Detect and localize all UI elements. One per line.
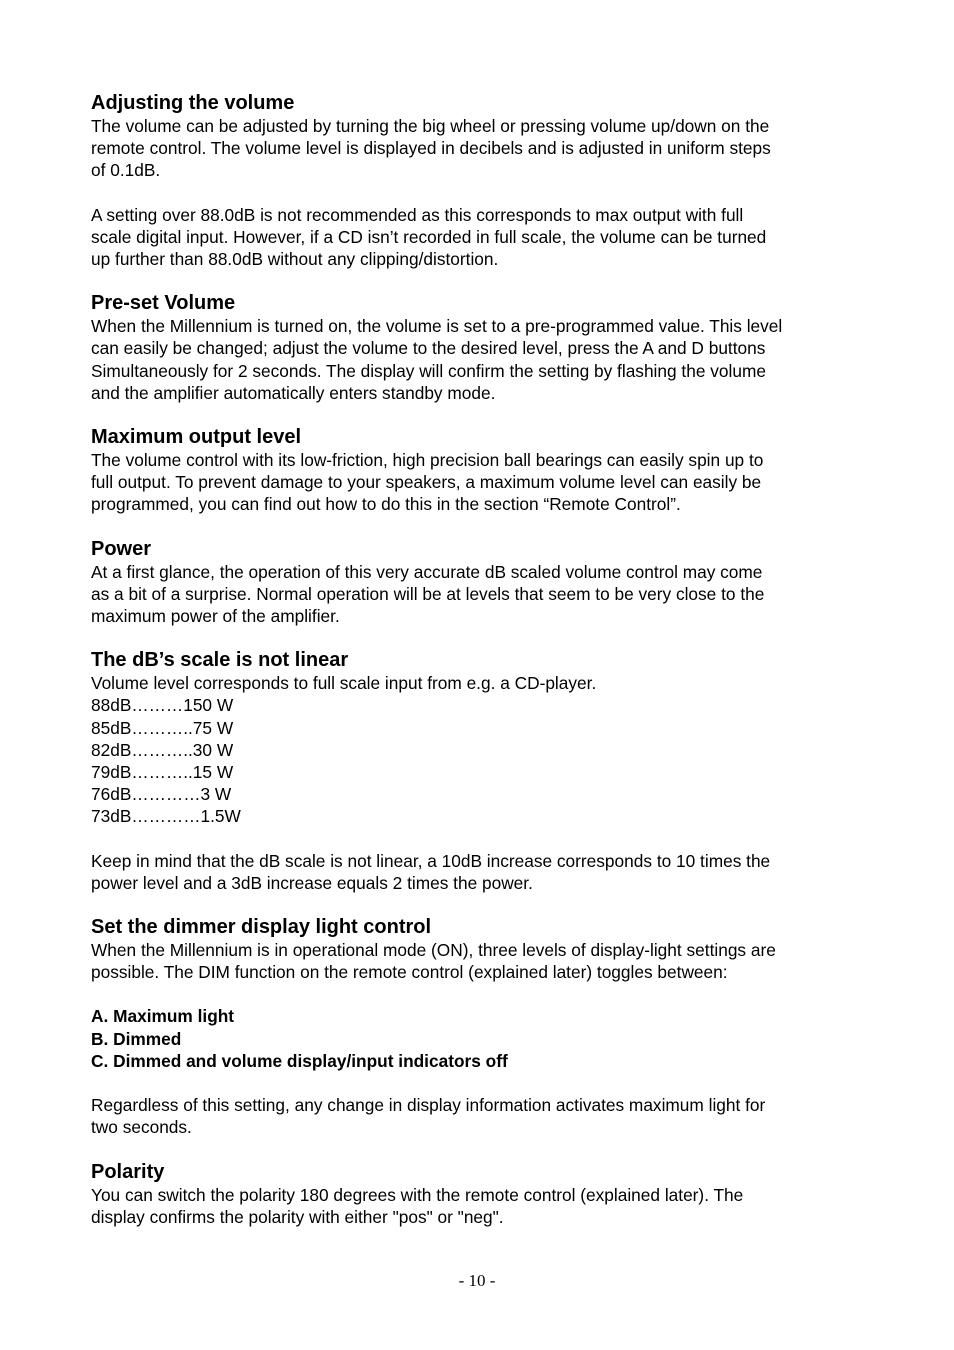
heading-dimmer-display: Set the dimmer display light control bbox=[91, 916, 432, 939]
paragraph-line: Regardless of this setting, any change in display information activates maximum light for bbox=[91, 1095, 766, 1116]
paragraph-line: display confirms the polarity with either "pos" or "neg". bbox=[91, 1206, 504, 1227]
db-power-row: 76dB…………3 W bbox=[91, 784, 232, 805]
section-gap bbox=[91, 627, 871, 648]
paragraph-line: A setting over 88.0dB is not recommended as this corresponds to max output with full bbox=[91, 204, 744, 225]
document-page bbox=[91, 91, 871, 1228]
paragraph-line: possible. The DIM function on the remote control (explained later) toggles between: bbox=[91, 962, 728, 983]
dimmer-option: B. Dimmed bbox=[91, 1028, 182, 1049]
paragraph-line: When the Millennium is turned on, the volume is set to a pre-programmed value. This level bbox=[91, 316, 783, 337]
db-power-row: 82dB………..30 W bbox=[91, 739, 234, 760]
blank-line bbox=[91, 182, 871, 204]
heading-preset-volume: Pre-set Volume bbox=[91, 292, 236, 315]
blank-line bbox=[91, 983, 871, 1005]
paragraph-line: Keep in mind that the dB scale is not linear, a 10dB increase corresponds to 10 times the bbox=[91, 850, 771, 871]
paragraph-line: Simultaneously for 2 seconds. The display will confirm the setting by flashing the volume bbox=[91, 360, 766, 381]
paragraph-line: as a bit of a surprise. Normal operation will be at levels that seem to be very close to the bbox=[91, 583, 765, 604]
paragraph-line: maximum power of the amplifier. bbox=[91, 606, 340, 627]
paragraph-line: can easily be changed; adjust the volume to the desired level, press the A and D buttons bbox=[91, 338, 766, 359]
heading-db-scale: The dB’s scale is not linear bbox=[91, 649, 349, 672]
db-power-row: 88dB………150 W bbox=[91, 695, 234, 716]
paragraph-line: and the amplifier automatically enters standby mode. bbox=[91, 382, 496, 403]
section-gap bbox=[91, 1139, 871, 1160]
page-number: - 10 - bbox=[458, 1271, 496, 1290]
paragraph-line: power level and a 3dB increase equals 2 times the power. bbox=[91, 872, 533, 893]
paragraph-line: When the Millennium is in operational mode (ON), three levels of display-light settings are bbox=[91, 940, 776, 961]
paragraph-line: The volume can be adjusted by turning the big wheel or pressing volume up/down on the bbox=[91, 116, 770, 136]
dimmer-option: C. Dimmed and volume display/input indicators off bbox=[91, 1050, 508, 1071]
section-gap bbox=[91, 516, 871, 537]
db-power-row: 85dB………..75 W bbox=[91, 717, 234, 738]
paragraph-line: scale digital input. However, if a CD isn’t recorded in full scale, the volume can be turned bbox=[91, 226, 767, 247]
blank-line bbox=[91, 1072, 871, 1094]
heading-power: Power bbox=[91, 537, 152, 560]
section-gap bbox=[91, 894, 871, 915]
paragraph-line: programmed, you can find out how to do this in the section “Remote Control”. bbox=[91, 494, 681, 515]
db-power-row: 73dB…………1.5W bbox=[91, 806, 241, 827]
paragraph-line: The volume control with its low-friction, high precision ball bearings can easily spin up to bbox=[91, 450, 764, 471]
paragraph-line: of 0.1dB. bbox=[91, 160, 161, 181]
db-power-row: 79dB………..15 W bbox=[91, 762, 234, 783]
paragraph-line: remote control. The volume level is displayed in decibels and is adjusted in uniform steps bbox=[91, 138, 771, 159]
paragraph-line: Volume level corresponds to full scale input from e.g. a CD-player. bbox=[91, 673, 597, 694]
paragraph-line: full output. To prevent damage to your speakers, a maximum volume level can easily be bbox=[91, 472, 762, 493]
heading-polarity: Polarity bbox=[91, 1160, 165, 1183]
blank-line bbox=[91, 828, 871, 850]
paragraph-line: At a first glance, the operation of this very accurate dB scaled volume control may come bbox=[91, 561, 763, 582]
heading-adjusting-volume: Adjusting the volume bbox=[91, 92, 295, 114]
paragraph-line: two seconds. bbox=[91, 1117, 192, 1138]
dimmer-option: A. Maximum light bbox=[91, 1006, 235, 1027]
heading-maximum-output: Maximum output level bbox=[91, 426, 302, 449]
paragraph-line: up further than 88.0dB without any clipping/distortion. bbox=[91, 249, 499, 270]
section-gap bbox=[91, 270, 871, 291]
section-gap bbox=[91, 404, 871, 425]
paragraph-line: You can switch the polarity 180 degrees with the remote control (explained later). The bbox=[91, 1184, 744, 1205]
